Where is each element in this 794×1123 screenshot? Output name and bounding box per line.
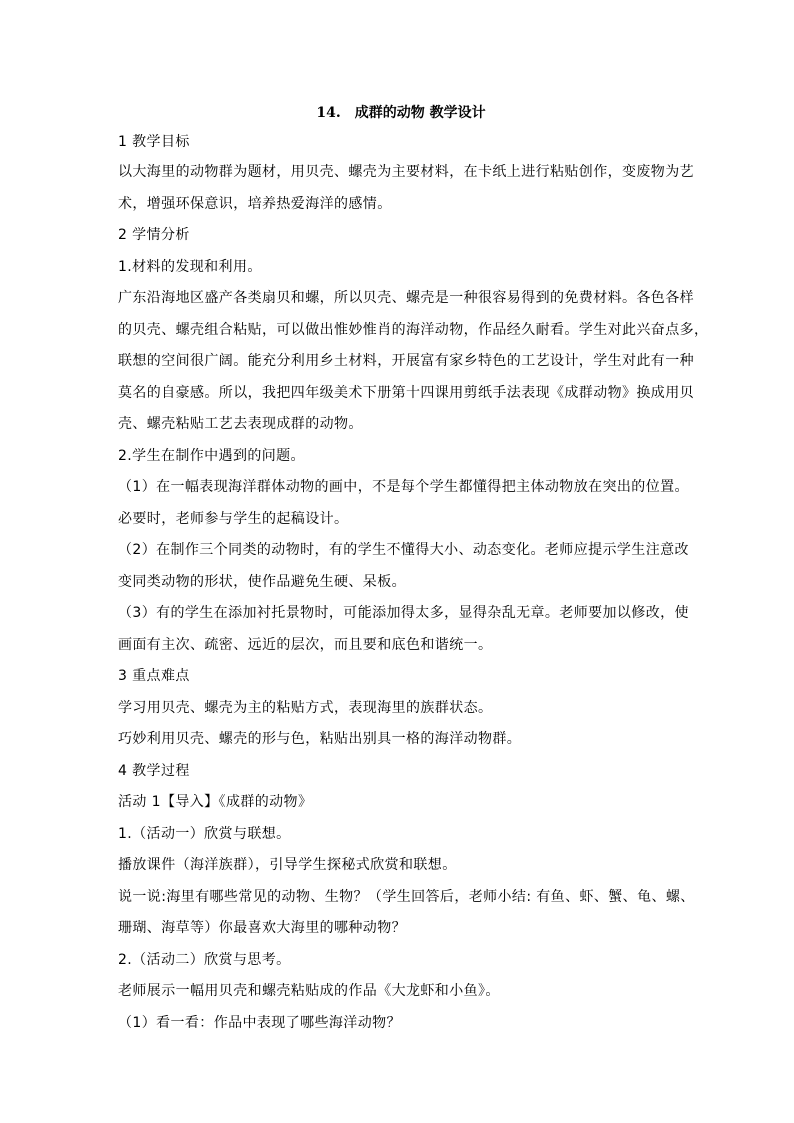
document-body xyxy=(118,131,709,1039)
paragraph-line: 广东沿海地区盛产各类扇贝和螺，所以贝壳、螺壳是一种很容易得到的免费材料。各色各样 xyxy=(118,290,694,306)
heading-student-analysis: 2 学情分析 xyxy=(118,227,190,243)
paragraph-line: 以大海里的动物群为题材，用贝壳、螺壳为主要材料，在卡纸上进行粘贴创作，变废物为艺 xyxy=(118,164,694,180)
activity-heading: 活动 1【导入】《成群的动物》 xyxy=(118,794,313,810)
paragraph-line: 珊瑚、海草等）你最喜欢大海里的哪种动物？ xyxy=(118,920,406,936)
paragraph-line: 学习用贝壳、螺壳为主的粘贴方式，表现海里的族群状态。 xyxy=(118,699,493,716)
paragraph-line: 老师展示一幅用贝壳和螺壳粘贴成的作品《大龙虾和小鱼》。 xyxy=(118,983,500,999)
paragraph-line: 术，增强环保意识，培养热爱海洋的感情。 xyxy=(118,195,392,212)
document-title: 14. 成群的动物 教学设计 xyxy=(316,105,486,121)
subheading-materials: 1.材料的发现和利用。 xyxy=(118,258,262,275)
paragraph-line: 巧妙利用贝壳、螺壳的形与色，粘贴出别具一格的海洋动物群。 xyxy=(118,731,522,747)
paragraph-line: 变同类动物的形状，使作品避免生硬、呆板。 xyxy=(118,573,406,590)
list-item-line: （3）有的学生在添加衬托景物时，可能添加得太多，显得杂乱无章。老师要加以修改，使 xyxy=(118,605,689,621)
list-item-line: （2）在制作三个同类的动物时，有的学生不懂得大小、动态变化。老师应提示学生注意改 xyxy=(118,542,689,558)
list-item-line: （1）在一幅表现海洋群体动物的画中，不是每个学生都懂得把主体动物放在突出的位置。 xyxy=(118,479,689,495)
list-item-line: （1）看一看：作品中表现了哪些海洋动物？ xyxy=(118,1014,401,1031)
heading-teaching-goals: 1 教学目标 xyxy=(118,134,190,150)
paragraph-line: 壳、螺壳粘贴工艺去表现成群的动物。 xyxy=(118,416,363,432)
subheading-activity-two: 2.（活动二）欣赏与思考。 xyxy=(118,951,291,968)
subheading-problems: 2.学生在制作中遇到的问题。 xyxy=(118,447,305,464)
heading-key-points: 3 重点难点 xyxy=(118,668,190,684)
paragraph-line: 说一说:海里有哪些常见的动物、生物？（学生回答后，老师小结: 有鱼、虾、蟹、龟、螺、 xyxy=(118,888,695,905)
paragraph-line: 莫名的自豪感。所以，我把四年级美术下册第十四课用剪纸手法表现《成群动物》换成用贝 xyxy=(118,384,694,401)
paragraph-line: 画面有主次、疏密、远近的层次，而且要和底色和谐统一。 xyxy=(118,636,493,653)
heading-teaching-process: 4 教学过程 xyxy=(118,762,190,779)
paragraph-line: 必要时，老师参与学生的起稿设计。 xyxy=(118,510,349,527)
subheading-activity-one: 1.（活动一）欣赏与联想。 xyxy=(118,825,291,842)
paragraph-line: 的贝壳、螺壳组合粘贴，可以做出惟妙惟肖的海洋动物，作品经久耐看。学生对此兴奋点多， xyxy=(118,321,709,338)
paragraph-line: 联想的空间很广阔。能充分利用乡土材料，开展富有家乡特色的工艺设计，学生对此有一种 xyxy=(118,353,694,369)
paragraph-line: 播放课件（海洋族群），引导学生探秘式欣赏和联想。 xyxy=(118,857,457,873)
